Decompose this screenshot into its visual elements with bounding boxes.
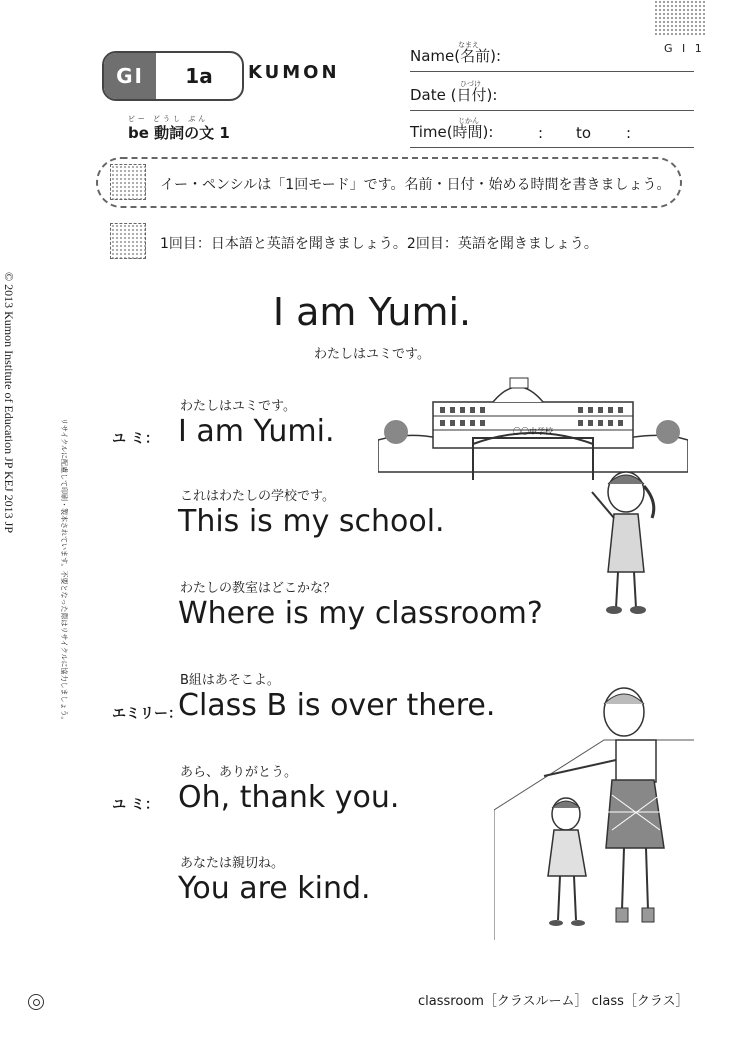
dialogue-en: This is my school.	[178, 504, 445, 539]
date-ruby: ひづけ	[460, 80, 481, 88]
page-title: I am Yumi.	[272, 290, 472, 334]
corner-pattern	[654, 0, 706, 36]
dialogue-ja: B組はあそこよ。	[180, 673, 280, 688]
speaker-icon	[110, 223, 146, 259]
time-to: to	[576, 124, 592, 142]
level-label: GI	[104, 53, 156, 99]
page-code: G I 1	[664, 42, 705, 55]
recycle-mark-icon	[28, 994, 44, 1010]
instruction-1: イー・ペンシルは「1回モード」です。名前・日付・始める時間を書きましょう。	[160, 177, 671, 193]
time-label: Time(時間):	[410, 123, 494, 141]
dialogue-en: Class B is over there.	[178, 688, 496, 723]
school-sign: 〇〇中学校	[513, 427, 553, 436]
instruction-2: 1回目：日本語と英語を聞きましょう。2回目：英語を聞きましょう。	[160, 236, 598, 252]
time-colon-end: :	[626, 124, 632, 142]
page-title-translation: わたしはユミです。	[314, 347, 430, 362]
time-ruby: じかん	[458, 117, 479, 125]
dialogue-ja: これはわたしの学校です。	[180, 489, 335, 504]
level-badge	[102, 51, 244, 101]
dialogue-ja: わたしはユミです。	[180, 399, 296, 414]
dialogue-ja: あなたは親切ね。	[180, 856, 285, 871]
time-field[interactable]	[410, 117, 694, 148]
speaker-icon	[110, 164, 146, 200]
kumon-logo: KUMON	[248, 62, 340, 83]
yumi-illustration	[586, 462, 666, 622]
date-label: Date (日付):	[410, 86, 498, 104]
lesson-title: be 動詞の文 1	[128, 124, 230, 142]
emily-yumi-illustration	[494, 680, 694, 942]
dialogue-ja: わたしの教室はどこかな？	[180, 581, 337, 596]
sheet-number: 1a	[185, 64, 213, 88]
copyright: © 2013 Kumon Institute of Education JP KEJ 2013 JP	[2, 272, 16, 533]
speaker-label: ユ ミ：	[112, 431, 159, 447]
dialogue-en: I am Yumi.	[178, 414, 335, 449]
time-colon-start: :	[538, 124, 544, 142]
dialogue-ja: あら、ありがとう。	[180, 765, 298, 780]
recycle-note: リサイクルに配慮して印刷・製本されています。不要となった際はリサイクルに協力しましょう。	[60, 418, 68, 724]
dialogue-en: Where is my classroom?	[178, 596, 543, 631]
lesson-title-ruby: ビー どうし ぶん	[128, 115, 209, 123]
speaker-label: エミリー：	[112, 706, 182, 722]
name-field[interactable]	[410, 41, 694, 72]
dialogue-en: You are kind.	[178, 871, 371, 906]
date-field[interactable]	[410, 80, 694, 111]
speaker-label: ユ ミ：	[112, 797, 159, 813]
name-label: Name(名前):	[410, 47, 502, 65]
vocab-footer: classroom［クラスルーム］ class［クラス］	[418, 994, 689, 1009]
name-ruby: なまえ	[458, 41, 479, 49]
dialogue-en: Oh, thank you.	[178, 780, 400, 815]
